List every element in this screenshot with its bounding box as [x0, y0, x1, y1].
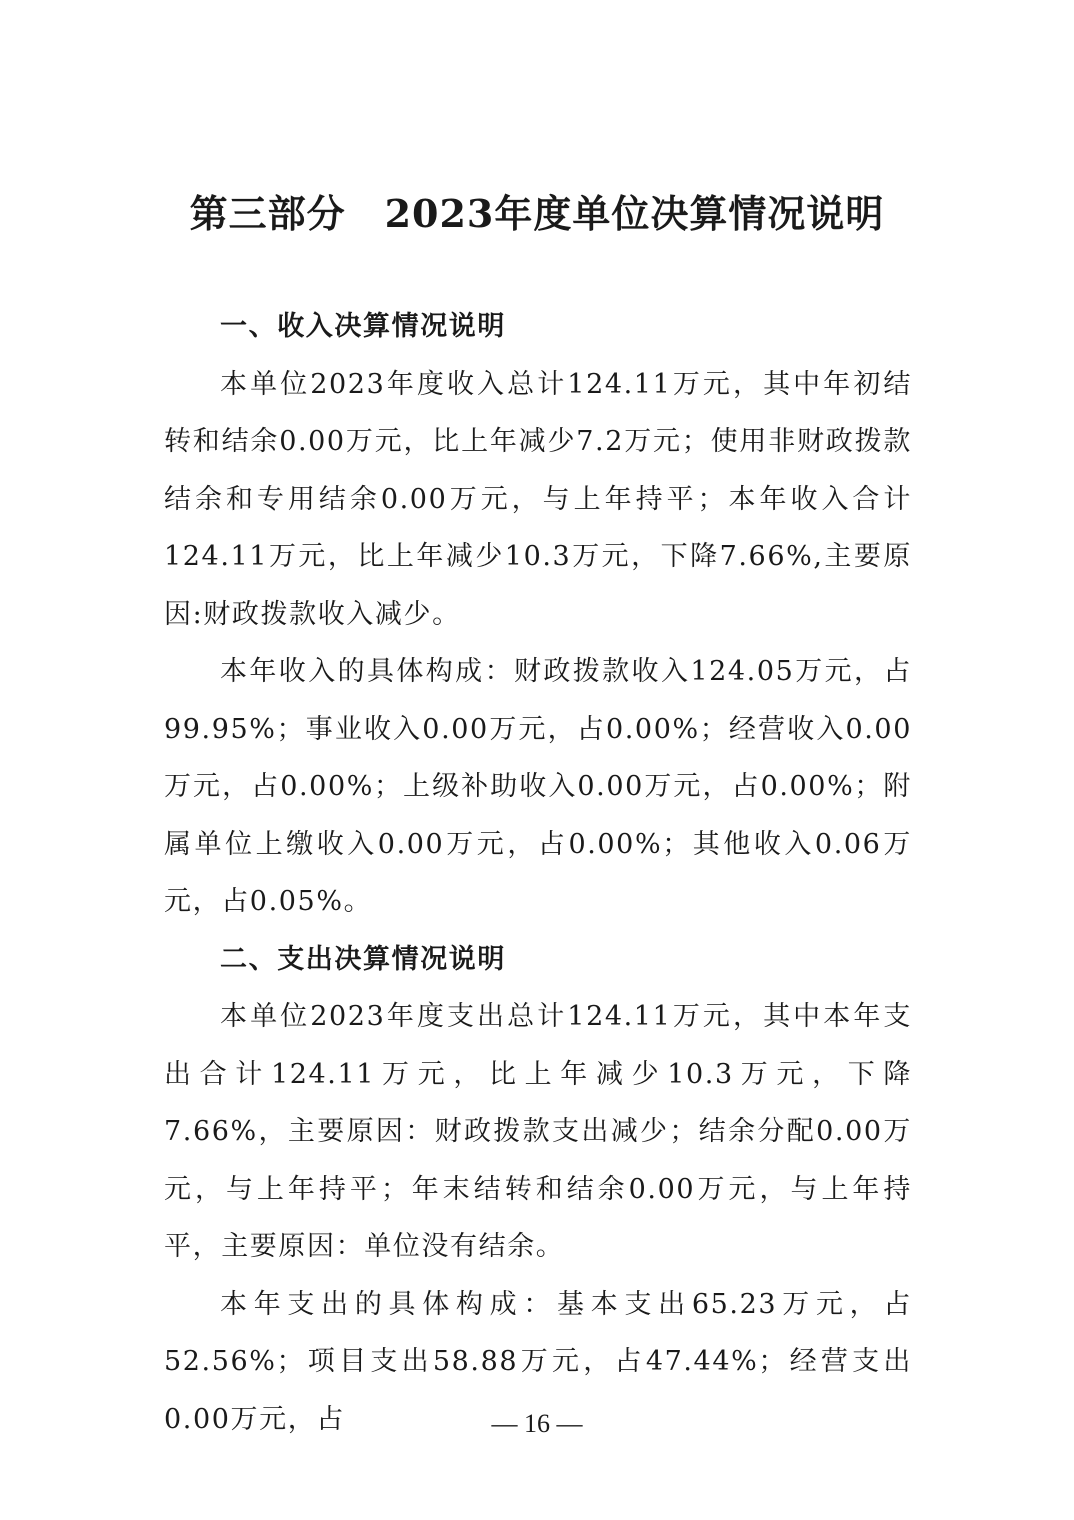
paragraph: 本年支出的具体构成：基本支出65.23万元，占52.56%；项目支出58.88万元，占47.44%；经营支出0.00万元，占: [164, 1288, 912, 1435]
section-heading: 一、收入决算情况说明: [220, 311, 506, 342]
paragraph: 本单位2023年度支出总计124.11万元，其中本年支出合计124.11万元，比上年减少10.3万元，下降7.66%，主要原因：财政拨款支出减少；结余分配0.00万元，与上年持平；年末结转和结余0.00万元，与上年持平，主要原因：单位没有结余。: [164, 1001, 912, 1262]
document-body: [164, 298, 912, 1448]
page-number: — 16 —: [491, 1409, 583, 1438]
section-income: [164, 298, 912, 931]
section-expenditure: [164, 931, 912, 1449]
section-heading: 二、支出决算情况说明: [220, 943, 506, 975]
paragraph: 本单位2023年度收入总计124.11万元，其中年初结转和结余0.00万元，比上年减少7.2万元；使用非财政拨款结余和专用结余0.00万元，与上年持平；本年收入合计124.11万元，比上年减少10.3万元，下降7.66%,主要原因:财政拨款收入减少。: [164, 368, 912, 630]
paragraph: 本年收入的具体构成：财政拨款收入124.05万元，占99.95%；事业收入0.00万元，占0.00%；经营收入0.00万元，占0.00%；上级补助收入0.00万元，占0.00%；附属单位上缴收入0.00万元，占0.00%；其他收入0.06万元，占0.05%。: [164, 656, 912, 917]
page-title: 第三部分 2023年度单位决算情况说明: [189, 191, 885, 236]
